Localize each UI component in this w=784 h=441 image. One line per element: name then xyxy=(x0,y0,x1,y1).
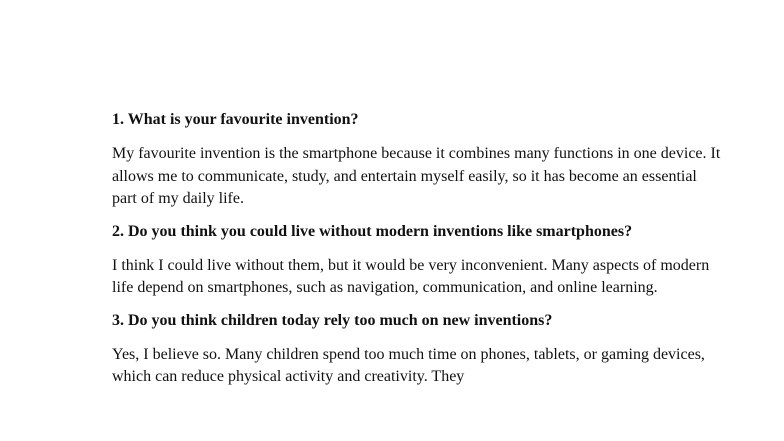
answer-paragraph: I think I could live without them, but it would be very inconvenient. Many aspects of modern life depend on smartphones, such as navigation, communication, and online learning. xyxy=(112,256,710,296)
document-page xyxy=(112,109,722,399)
question-heading: 1. What is your favourite invention? xyxy=(112,111,359,128)
answer-paragraph: Yes, I believe so. Many children spend too much time on phones, tablets, or gaming devices, which can reduce physical activity and creativity. They xyxy=(112,345,705,385)
answer-paragraph: My favourite invention is the smartphone because it combines many functions in one device. It allows me to communicate, study, and entertain myself easily, so it has become an essential part of my daily life. xyxy=(112,145,721,207)
question-heading: 3. Do you think children today rely too much on new inventions? xyxy=(112,311,553,329)
qa-item-3 xyxy=(112,310,722,389)
question-heading: 2. Do you think you could live without modern inventions like smartphones? xyxy=(112,222,633,240)
qa-item-1 xyxy=(112,109,722,211)
qa-item-2 xyxy=(112,221,722,300)
